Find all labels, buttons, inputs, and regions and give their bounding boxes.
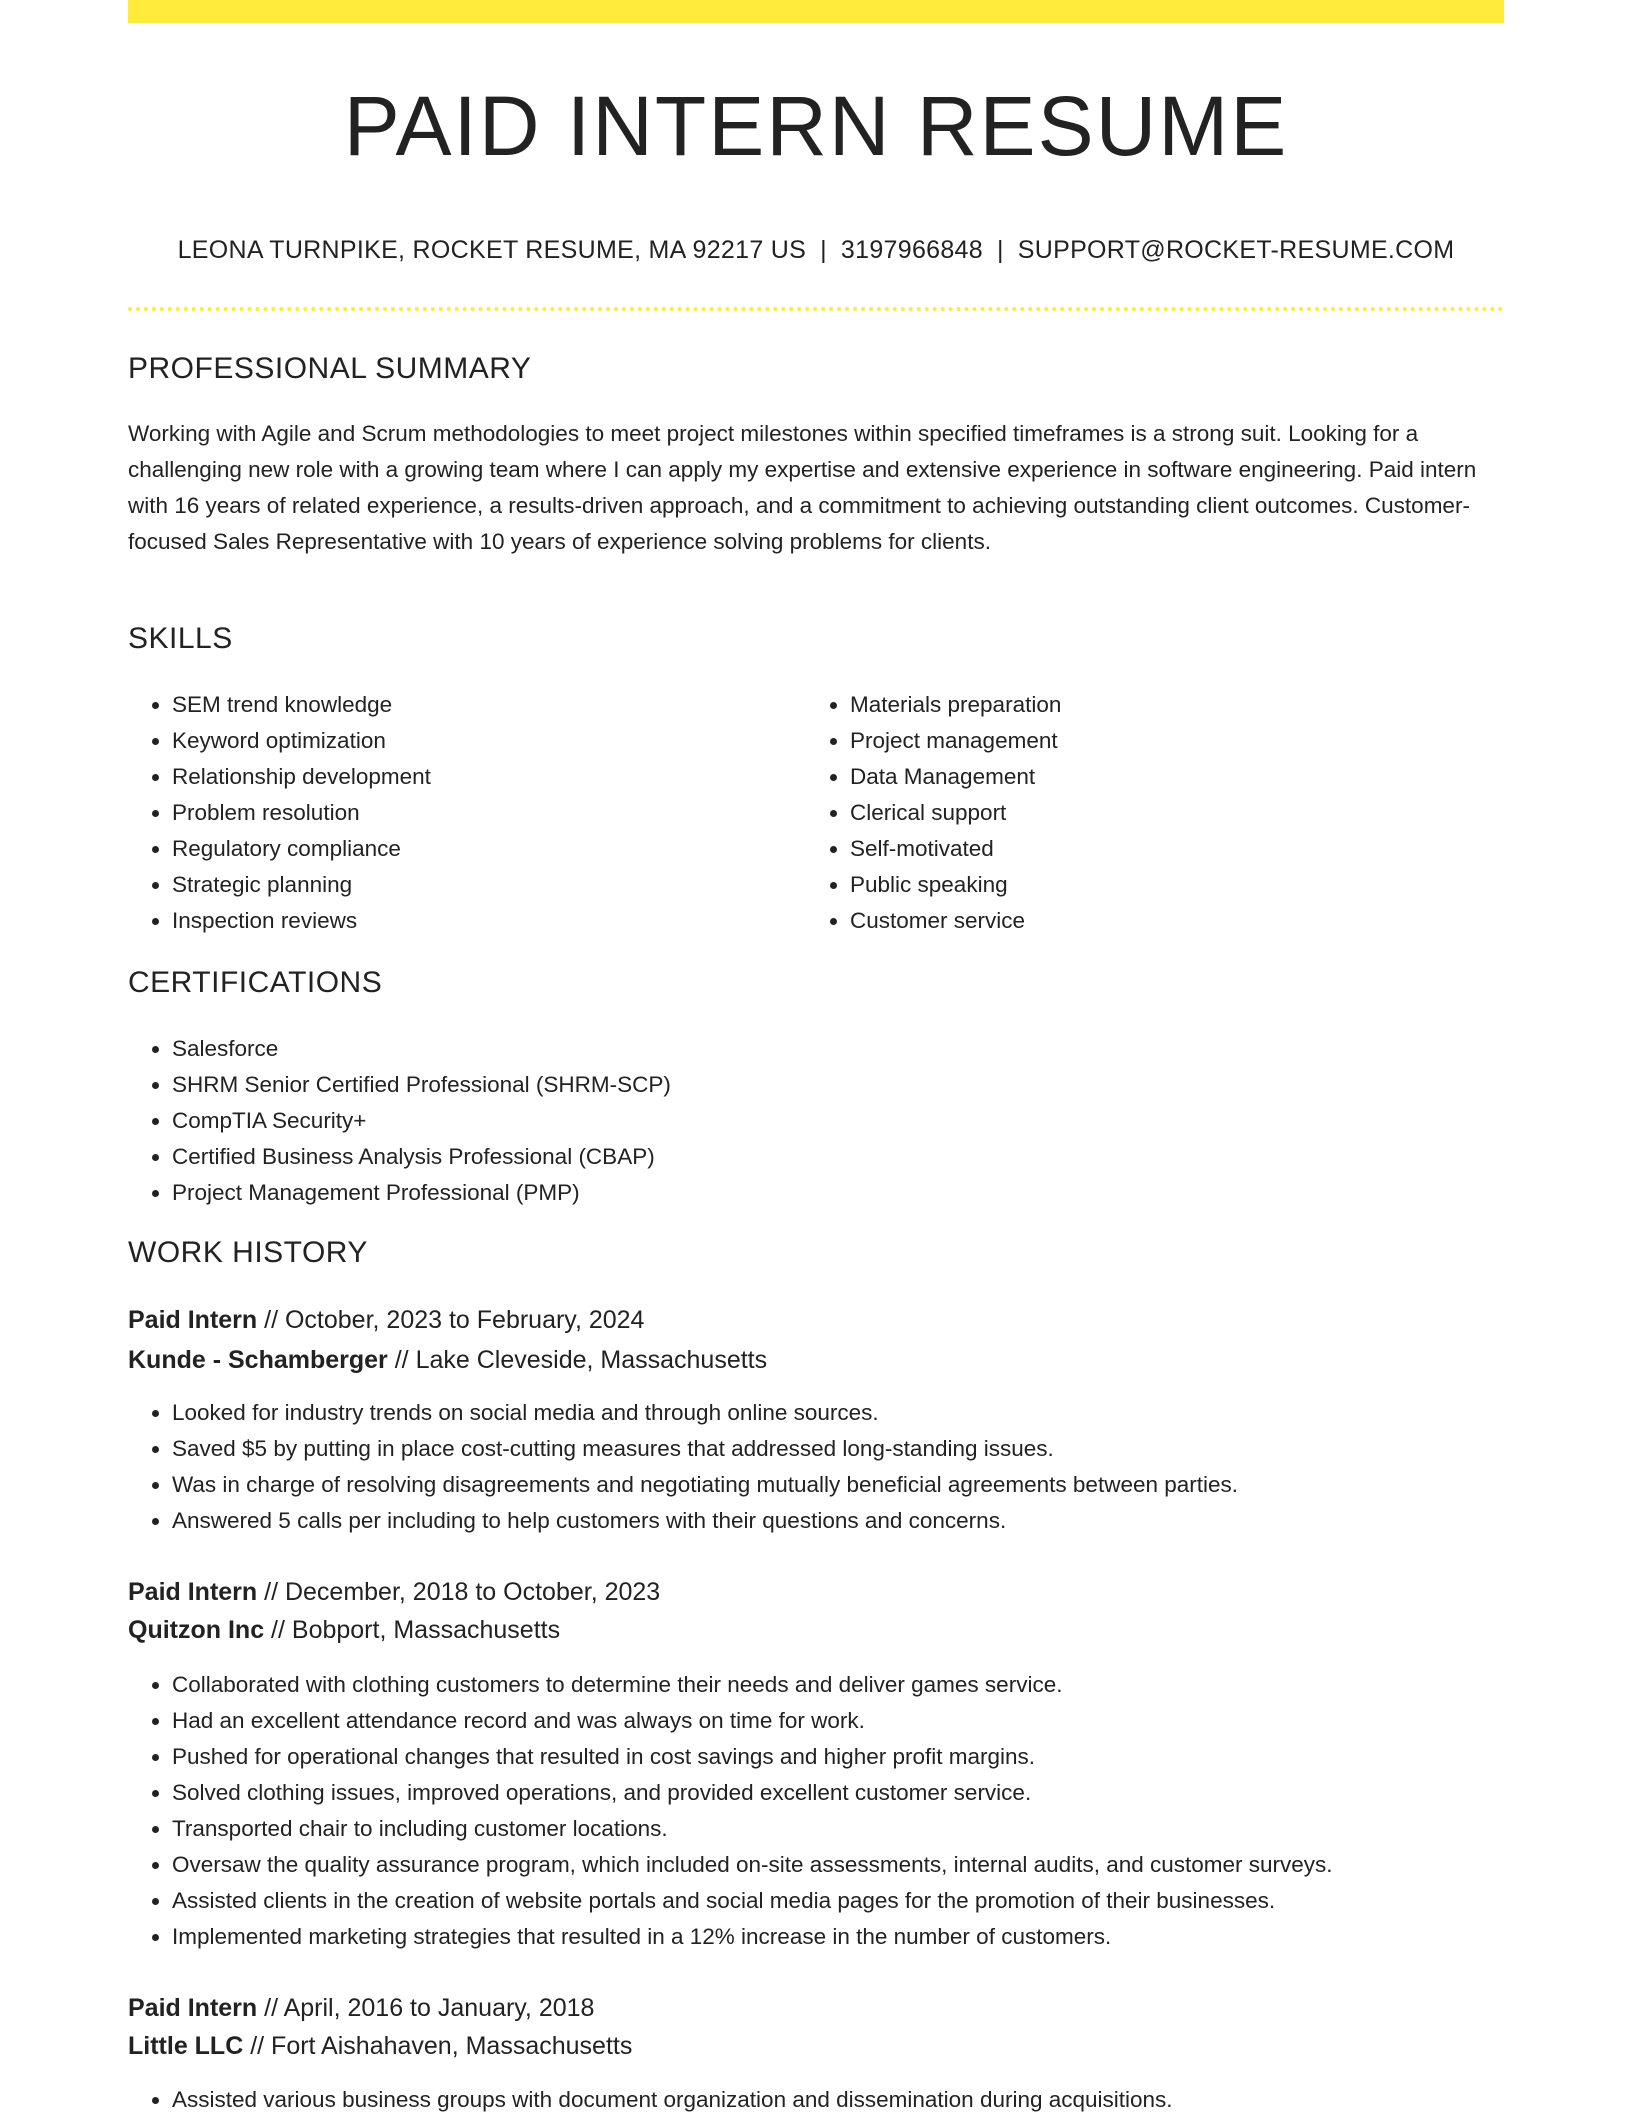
certification-item: • CompTIA Security+ — [172, 1103, 1504, 1139]
certifications-block — [128, 1031, 1504, 1211]
job-bullet: • Saved $5 by putting in place cost-cutting measures that addressed long-standing issues. — [172, 1431, 1504, 1467]
contact-address: LEONA TURNPIKE, ROCKET RESUME, MA 92217 US — [177, 236, 807, 264]
summary-heading: PROFESSIONAL SUMMARY — [128, 352, 532, 385]
job-title: Paid Intern — [128, 1306, 258, 1334]
job-title: Paid Intern — [128, 1994, 258, 2022]
job-title-line — [128, 1306, 644, 1335]
job-title: Paid Intern — [128, 1578, 258, 1606]
top-accent-bar — [128, 0, 1504, 23]
skill-item: • Public speaking — [850, 867, 1456, 903]
contact-separator: | — [820, 236, 827, 264]
job-company-line — [128, 1346, 767, 1375]
skills-right-list — [806, 687, 1456, 939]
skills-right-column — [806, 687, 1456, 939]
job-bullet: • Was in charge of resolving disagreements and negotiating mutually beneficial agreements between parties. — [172, 1467, 1504, 1503]
job-bullet: • Collaborated with clothing customers to determine their needs and deliver games service. — [172, 1667, 1504, 1703]
skill-item: • Problem resolution — [172, 795, 778, 831]
contact-separator: | — [996, 236, 1004, 264]
job-location: // Lake Cleveside, Massachusetts — [387, 1346, 768, 1374]
job-bullet: • Implemented marketing strategies that resulted in a 12% increase in the number of customers. — [172, 1919, 1504, 1955]
job-bullet: • Transported chair to including customer locations. — [172, 1811, 1504, 1847]
skill-item: • Customer service — [850, 903, 1456, 939]
skill-item: • Materials preparation — [850, 687, 1456, 723]
job-company-line — [128, 1616, 560, 1645]
skill-item: • Clerical support — [850, 795, 1456, 831]
skills-heading: SKILLS — [128, 622, 233, 655]
skill-item: • Relationship development — [172, 759, 778, 795]
resume-title: PAID INTERN RESUME — [343, 79, 1289, 173]
job-bullet: • Answered 5 calls per including to help customers with their questions and concerns. — [172, 1503, 1504, 1539]
contact-email: SUPPORT@ROCKET-RESUME.COM — [1017, 236, 1455, 264]
job-company: Kunde - Schamberger — [128, 1346, 388, 1374]
certification-item: • SHRM Senior Certified Professional (SHRM-SCP) — [172, 1067, 1504, 1103]
job-bullet-list — [128, 1667, 1504, 1955]
skill-item: • SEM trend knowledge — [172, 687, 778, 723]
certification-item: • Certified Business Analysis Professional (CBAP) — [172, 1139, 1504, 1175]
skill-item: • Strategic planning — [172, 867, 778, 903]
job-bullet: • Assisted various business groups with document organization and dissemination during acquisitions. — [172, 2082, 1504, 2112]
job-bullet: • Had an excellent attendance record and was always on time for work. — [172, 1703, 1504, 1739]
job-bullet-list — [128, 2082, 1504, 2112]
skill-item: • Regulatory compliance — [172, 831, 778, 867]
job-bullets — [128, 1395, 1504, 1539]
job-bullet: • Assisted clients in the creation of website portals and social media pages for the promotion of their businesses. — [172, 1883, 1504, 1919]
job-location: // Fort Aishahaven, Massachusetts — [243, 2032, 633, 2060]
job-company: Quitzon Inc — [128, 1616, 265, 1644]
job-company-line — [128, 2032, 632, 2061]
skill-item: • Project management — [850, 723, 1456, 759]
certifications-heading: CERTIFICATIONS — [128, 966, 383, 999]
certification-item: • Project Management Professional (PMP) — [172, 1175, 1504, 1211]
skills-left-column — [128, 687, 778, 939]
job-bullets — [128, 1667, 1504, 1955]
job-bullet: • Looked for industry trends on social media and through online sources. — [172, 1395, 1504, 1431]
job-dates: // December, 2018 to October, 2023 — [257, 1578, 661, 1606]
contact-line — [128, 236, 1504, 265]
certification-item: • Salesforce — [172, 1031, 1504, 1067]
skill-item: • Inspection reviews — [172, 903, 778, 939]
job-dates: // April, 2016 to January, 2018 — [257, 1994, 595, 2022]
job-company: Little LLC — [128, 2032, 244, 2060]
job-bullets — [128, 2082, 1504, 2112]
job-location: // Bobport, Massachusetts — [264, 1616, 561, 1644]
job-bullet: • Pushed for operational changes that resulted in cost savings and higher profit margins. — [172, 1739, 1504, 1775]
contact-phone: 3197966848 — [840, 236, 983, 264]
job-dates: // October, 2023 to February, 2024 — [257, 1306, 645, 1334]
job-title-line — [128, 1994, 594, 2023]
certifications-list — [128, 1031, 1504, 1211]
skills-left-list — [128, 687, 778, 939]
job-bullet: • Solved clothing issues, improved operations, and provided excellent customer service. — [172, 1775, 1504, 1811]
dotted-divider — [128, 307, 1504, 311]
skill-item: • Self-motivated — [850, 831, 1456, 867]
job-title-line — [128, 1578, 660, 1607]
skill-item: • Data Management — [850, 759, 1456, 795]
summary-text: Working with Agile and Scrum methodologies to meet project milestones within specified timeframes is a strong suit. Looking for a challenging new role with a growing team where I can apply my expertise and extensive experience in software engineering. Paid intern with 16 years of related experience, a results-driven approach, and a commitment to achieving outstanding client outcomes. Customer-focused Sales Representative with 10 years of experience solving problems for clients. — [128, 421, 1477, 554]
work-history-heading: WORK HISTORY — [128, 1236, 368, 1269]
skill-item: • Keyword optimization — [172, 723, 778, 759]
job-bullet: • Oversaw the quality assurance program, which included on-site assessments, internal audits, and customer surveys. — [172, 1847, 1504, 1883]
job-bullet-list — [128, 1395, 1504, 1539]
